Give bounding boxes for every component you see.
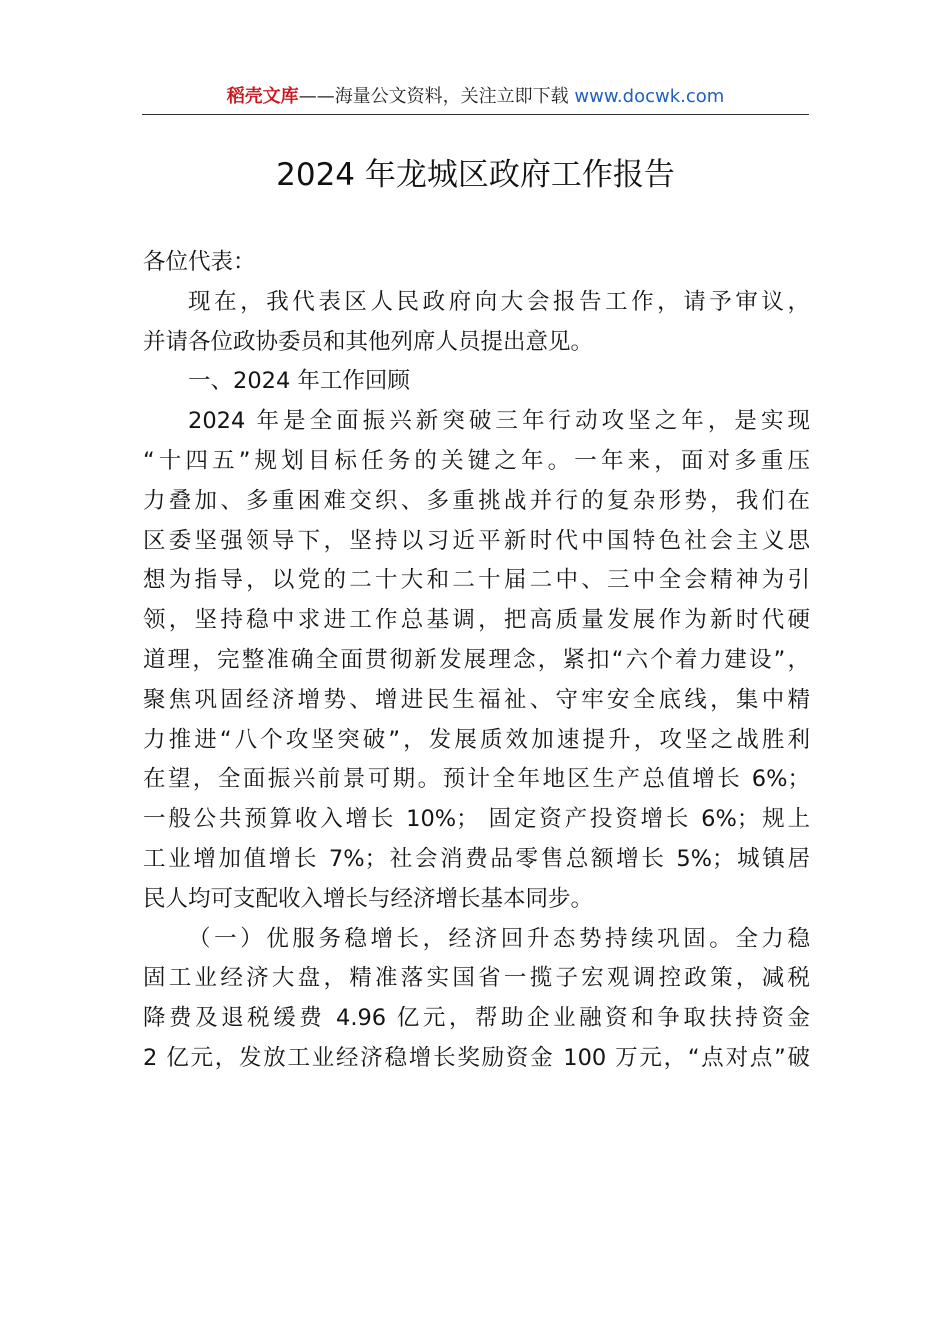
paragraph-line: 工业增加值增长 7%；社会消费品零售总额增长 5%；城镇居 [143,845,810,872]
paragraph-line: 民人均可支配收入增长与经济增长基本同步。 [143,885,594,912]
paragraph-line: 力叠加、多重困难交织、多重挑战并行的复杂形势，我们在 [143,487,810,514]
document-title: 2024 年龙城区政府工作报告 [276,157,675,193]
paragraph-line: 现在，我代表区人民政府向大会报告工作，请予审议， [188,288,810,315]
paragraph-line: 区委坚强领导下，坚持以习近平新时代中国特色社会主义思 [143,527,810,554]
paragraph-line: 想为指导，以党的二十大和二十届二中、三中全会精神为引 [143,567,810,594]
header-slogan: ——海量公文资料，关注立即下载 [298,86,575,107]
salutation [143,243,810,283]
header-url[interactable]: www.docwk.com [574,86,725,107]
page-header [142,84,809,116]
paragraph-line: 道理，完整准确全面贯彻新发展理念，紧扣“六个着力建设”， [143,646,810,673]
intro-paragraph [143,283,810,363]
paragraph-line: （一）优服务稳增长，经济回升态势持续巩固。全力稳 [188,925,810,952]
paragraph-line: “十四五”规划目标任务的关键之年。一年来，面对多重压 [143,447,810,474]
document-body [143,243,810,1079]
paragraph-line: 2 亿元，发放工业经济稳增长奖励资金 100 万元，“点对点”破 [143,1044,810,1071]
subsection-paragraph [143,920,810,1079]
section-heading [143,362,810,402]
paragraph-line: 一般公共预算收入增长 10%； 固定资产投资增长 6%；规上 [143,806,810,833]
paragraph-line: 降费及退税缓费 4.96 亿元，帮助企业融资和争取扶持资金 [143,1005,810,1032]
review-paragraph [143,402,810,919]
header-divider [142,114,809,115]
paragraph-line: 领，坚持稳中求进工作总基调，把高质量发展作为新时代硬 [143,607,810,634]
paragraph-line: 聚焦巩固经济增势、增进民生福祉、守牢安全底线，集中精 [143,686,810,713]
paragraph-line: 2024 年是全面振兴新突破三年行动攻坚之年，是实现 [188,408,810,435]
paragraph-line: 在望，全面振兴前景可期。预计全年地区生产总值增长 6%； [143,766,810,793]
paragraph-line: 并请各位政协委员和其他列席人员提出意见。 [143,328,594,355]
paragraph-line: 固工业经济大盘，精准落实国省一揽子宏观调控政策，减税 [143,965,810,992]
section-heading-line: 一、2024 年工作回顾 [188,368,410,395]
salutation-line: 各位代表： [143,249,256,275]
paragraph-line: 力推进“八个攻坚突破”，发展质效加速提升，攻坚之战胜利 [143,726,810,753]
brand-name: 稻壳文库 [226,86,299,107]
